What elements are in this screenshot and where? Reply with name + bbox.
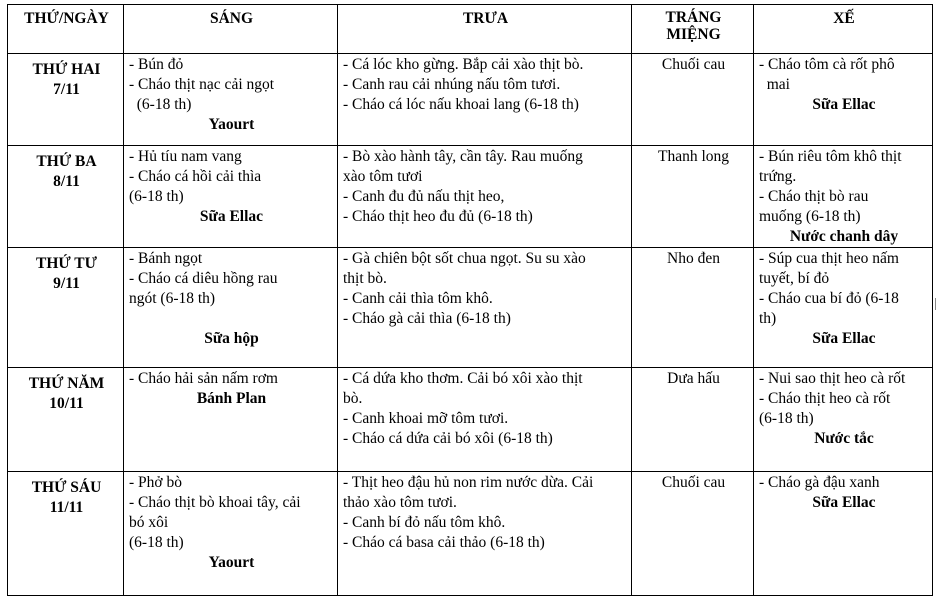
dessert-item: Dưa hấu	[667, 370, 720, 387]
morning-drink: Yaourt	[208, 554, 255, 571]
afternoon-item: - Cháo cua bí đỏ (6-18	[759, 290, 899, 307]
afternoon-drink: Nước tắc	[814, 430, 874, 447]
afternoon-cell	[754, 146, 933, 248]
day-name: THỨ HAI	[32, 61, 101, 78]
header-row	[8, 5, 933, 54]
day-cell	[8, 248, 124, 368]
lunch-item: - Canh bí đỏ nấu tôm khô.	[343, 514, 506, 531]
header-afternoon: XẾ	[754, 5, 933, 54]
morning-item: - Cháo cá diêu hồng rau	[129, 270, 278, 287]
weekly-menu-table	[7, 4, 933, 596]
dessert-item: Thanh long	[657, 148, 730, 165]
afternoon-item: th)	[759, 310, 777, 327]
lunch-item: - Cháo cá dứa cải bó xôi (6-18 th)	[343, 430, 553, 447]
lunch-item: - Canh cải thìa tôm khô.	[343, 290, 493, 307]
afternoon-drink: Sữa Ellac	[812, 96, 876, 113]
dessert-cell	[632, 472, 754, 596]
morning-drink: Bánh Plan	[196, 390, 267, 407]
header-day: THỨ/NGÀY	[8, 5, 124, 54]
morning-cell	[124, 54, 338, 146]
table-row	[8, 368, 933, 472]
day-date: 9/11	[53, 275, 80, 292]
lunch-item: bò.	[343, 390, 363, 407]
dessert-item: Chuối cau	[661, 474, 726, 491]
morning-item: - Phở bò	[129, 474, 182, 491]
afternoon-item: - Nui sao thịt heo cà rốt	[759, 370, 906, 387]
morning-drink: Yaourt	[208, 116, 255, 133]
day-date: 11/11	[49, 499, 84, 516]
morning-item: bó xôi	[129, 514, 169, 531]
morning-item: - Cháo thịt nạc cải ngọt	[129, 76, 275, 93]
table-row	[8, 472, 933, 596]
table-row	[8, 248, 933, 368]
afternoon-cell	[754, 368, 933, 472]
day-cell	[8, 472, 124, 596]
afternoon-item: - Cháo thịt heo cà rốt	[759, 390, 891, 407]
morning-item: (6-18 th)	[129, 534, 184, 551]
lunch-item: xào tôm tươi	[343, 168, 423, 185]
lunch-item: - Bò xào hành tây, cần tây. Rau muống	[343, 148, 583, 165]
afternoon-item: - Súp cua thịt heo nấm	[759, 250, 899, 267]
afternoon-drink: Sữa Ellac	[812, 330, 876, 347]
morning-item: - Cháo hải sản nấm rơm	[129, 370, 278, 387]
morning-drink: Sữa Ellac	[199, 208, 264, 225]
afternoon-cell	[754, 248, 933, 368]
dessert-cell	[632, 248, 754, 368]
morning-cell	[124, 146, 338, 248]
lunch-item: thịt bò.	[343, 270, 387, 287]
day-name: THỨ TƯ	[35, 255, 97, 272]
lunch-cell	[338, 472, 632, 596]
lunch-item: - Canh khoai mỡ tôm tươi.	[343, 410, 509, 427]
lunch-cell	[338, 146, 632, 248]
dessert-cell	[632, 146, 754, 248]
dessert-cell	[632, 54, 754, 146]
header-dessert: TRÁNG MIỆNG	[632, 5, 754, 54]
afternoon-item: - Cháo gà đậu xanh	[759, 474, 880, 491]
dessert-item: Chuối cau	[661, 56, 726, 73]
morning-item: (6-18 th)	[129, 96, 192, 113]
lunch-item: - Canh đu đủ nấu thịt heo,	[343, 188, 505, 205]
morning-item: - Cháo thịt bò khoai tây, cải	[129, 494, 301, 511]
afternoon-drink: Nước chanh dây	[789, 228, 899, 245]
header-lunch: TRƯA	[338, 5, 632, 54]
morning-item: - Cháo cá hồi cải thìa	[129, 168, 262, 185]
lunch-cell	[338, 248, 632, 368]
lunch-cell	[338, 368, 632, 472]
afternoon-drink: Sữa Ellac	[812, 494, 876, 511]
lunch-item: - Canh rau cải nhúng nấu tôm tươi.	[343, 76, 561, 93]
table-row	[8, 146, 933, 248]
lunch-item: - Cháo cá basa cải thảo (6-18 th)	[343, 534, 545, 551]
lunch-item: - Cháo gà cải thìa (6-18 th)	[343, 310, 511, 327]
lunch-item: - Gà chiên bột sốt chua ngọt. Su su xào	[343, 250, 586, 267]
morning-item: - Hủ tíu nam vang	[129, 148, 242, 165]
morning-item: ngót (6-18 th)	[129, 290, 216, 307]
lunch-item: - Cháo thịt heo đu đủ (6-18 th)	[343, 208, 533, 225]
day-cell	[8, 54, 124, 146]
lunch-item: thảo xào tôm tươi.	[343, 494, 457, 511]
afternoon-item: - Bún riêu tôm khô thịt	[759, 148, 902, 165]
afternoon-item: tuyết, bí đỏ	[759, 270, 830, 287]
afternoon-item: - Cháo thịt bò rau	[759, 188, 869, 205]
lunch-item: - Cá dứa kho thơm. Cải bó xôi xào thịt	[343, 370, 583, 387]
lunch-item: - Thịt heo đậu hủ non rim nước dừa. Cải	[343, 474, 594, 491]
morning-drink: Sữa hộp	[204, 330, 259, 347]
afternoon-cell	[754, 472, 933, 596]
table-row	[8, 54, 933, 146]
morning-cell	[124, 248, 338, 368]
morning-item: - Bánh ngọt	[129, 250, 203, 267]
afternoon-item: mai	[759, 76, 790, 93]
morning-cell	[124, 472, 338, 596]
spacer	[129, 309, 334, 329]
morning-item: - Bún đỏ	[129, 56, 184, 73]
morning-item: (6-18 th)	[129, 188, 184, 205]
day-date: 10/11	[49, 395, 84, 412]
morning-cell	[124, 368, 338, 472]
day-date: 8/11	[53, 173, 80, 190]
day-date: 7/11	[53, 81, 80, 98]
lunch-item: - Cá lóc kho gừng. Bắp cải xào thịt bò.	[343, 56, 584, 73]
page-edge-marker	[935, 298, 942, 310]
day-name: THỨ SÁU	[31, 479, 102, 496]
lunch-item: - Cháo cá lóc nấu khoai lang (6-18 th)	[343, 96, 579, 113]
dessert-item: Nho đen	[667, 250, 720, 267]
day-cell	[8, 146, 124, 248]
header-morning: SÁNG	[124, 5, 338, 54]
dessert-cell	[632, 368, 754, 472]
afternoon-item: trứng.	[759, 168, 797, 185]
afternoon-cell	[754, 54, 933, 146]
day-cell	[8, 368, 124, 472]
afternoon-item: - Cháo tôm cà rốt phô	[759, 56, 895, 73]
afternoon-item: (6-18 th)	[759, 410, 814, 427]
day-name: THỨ BA	[36, 153, 97, 170]
lunch-cell	[338, 54, 632, 146]
day-name: THỨ NĂM	[28, 375, 105, 392]
afternoon-item: muống (6-18 th)	[759, 208, 861, 225]
